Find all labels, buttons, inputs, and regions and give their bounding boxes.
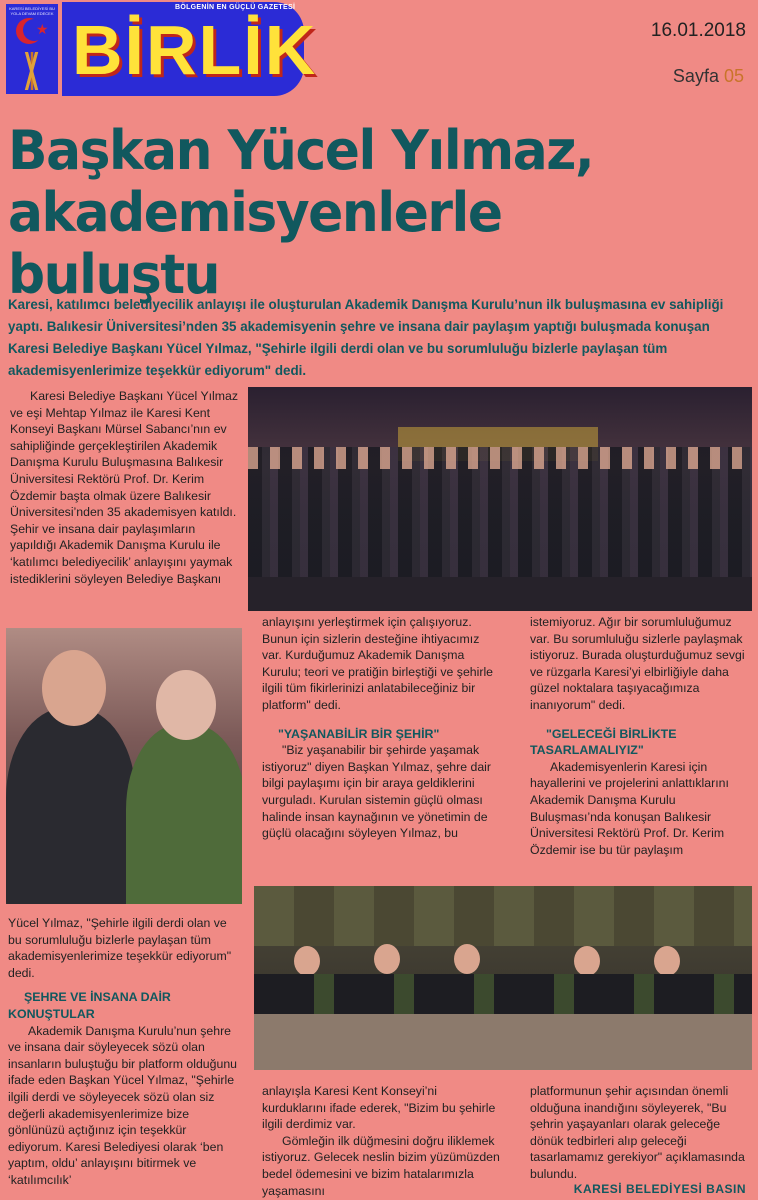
column-1-top [10,388,240,587]
paragraph: Akademisyenlerin Karesi için hayallerini ve projelerini anlattıklarını Akademik Danışma Kurulu Buluşması’nda konuşan Balıkesir Üniversitesi Rektörü Prof. Dr. Kerim Özdemir ise bu tür paylaşım [530,759,729,857]
paragraph: anlayışla Karesi Kent Konseyi’ni kurduklarını ifade ederek, "Bizim bu şehirle ilgili derdimiz var. [262,1084,496,1132]
faces-row [248,447,752,469]
person-left [6,708,136,904]
page-indicator [673,66,744,87]
newspaper-slogan: BÖLGENİN EN GÜÇLÜ GAZETESİ [175,4,296,11]
paragraph: Akademik Danışma Kurulu’nun şehre ve insana dair söyleyecek sözü olan insanların buluştuğu bir platform olduğunu ifade eden Başkan Yücel Yılmaz, "Şehirle ilgili derdi ve söyleyecek sözü olan siz değerli akademisyenlerimize bize gönlünüzü açtığınız için teşekkür ediyorum. Karesi Belediyesi olarak ‘ben yaptım, oldu’ anlayışını bitirmek ve ‘katılımcılık’ [8,1023,238,1187]
paragraph: Gömleğin ilk düğmesini doğru iliklemek istiyoruz. Gelecek neslin bizim yüzümüzden bedel ödemesini ve bizim hatalarımızla yaşamasını [262,1133,500,1198]
guest-head [454,944,480,974]
column-2-bottom [262,1083,502,1199]
guest-head [374,944,400,974]
column-3-top [530,614,752,858]
column-3-bottom [530,1083,752,1183]
headline-line-2: akademisyenlerle buluştu [8,181,502,306]
paragraph: "Biz yaşanabilir bir şehirde yaşamak istiyoruz" diyen Başkan Yılmaz, şehre dair bilgi paylaşımı için bir araya geldiklerini vurguladı. Kurulan sistemin güçlü olması halinde insan kaynağının ve yönetimin de güçlü olacağını söyleyen Yılmaz, bu [262,743,491,841]
guest-head [294,946,320,976]
paragraph: platformunun şehir açısından önemli olduğuna inandığını söyleyerek, "Bu şehrin yaşayanları olarak geleceğe dönük tedbirleri alıp geleceği tasarlamamız gerekiyor" açıklamasında bulundu. [530,1084,745,1181]
paragraph: Karesi Belediye Başkanı Yücel Yılmaz ve eşi Mehtap Yılmaz ile Karesi Kent Konseyi Başkanı Mürsel Sabancı’nın ev sahipliğinde gerçekleştirilen Akademik Danışma Kurulu Buluşmasına Balıkesir Üniversitesi Rektörü Prof. Dr. Kerim Özdemir başta olmak üzere Balıkesir Üniversitesi’nden 35 akademisyen katıldı. Şehir ve insana dair paylaşımların yapıldığı Akademik Danışma Kurulu ile ‘katılımcı belediyecilik’ anlayışını yaymak istediklerini söyleyen Belediye Başkanı [10,389,239,586]
headline-line-1: Başkan Yücel Yılmaz, [8,119,594,182]
issue-date: 16.01.2018 [650,20,746,41]
guests-row [254,974,752,1014]
group-photo [248,387,752,611]
paragraph: istemiyoruz. Ağır bir sorumluluğumuz var. Bu sorumluluğu sizlerle paylaşmak istiyoruz. Burada oluşturduğumuz sevgi ve rüzgarla Karesi’yi elbirliğiyle daha güzel noktalara taşıyacağımıza inanıyorum" dedi. [530,615,745,712]
emblem-logo [6,4,58,94]
handshake-photo [6,628,242,904]
paragraph: Yücel Yılmaz, "Şehirle ilgili derdi olan ve bu sorumluluğu bizlerle paylaşan tüm akademisyenlerimize teşekkür ediyorum" dedi. [8,916,232,980]
paragraph: anlayışını yerleştirmek için çalışıyoruz. Bunun için sizlerin desteğine ihtiyacımız var. Kurduğumuz Akademik Danışma Kurulu; teori ve pratiğin birleştiği ve şehirle ilgili tüm fikirlerinizi anlatabileceğiniz bir platform" dedi. [262,615,494,712]
subheading: "GELECEĞİ BİRLİKTE TASARLAMALIYIZ" [530,726,677,758]
column-2-top [262,614,502,842]
table-photo [254,886,752,1070]
page-label: Sayfa [672,66,719,86]
subheading: ŞEHRE VE İNSANA DAİR KONUŞTULAR [8,990,171,1021]
column-1-bottom [8,915,242,1189]
floor [248,577,752,611]
byline: KARESİ BELEDİYESİ BASIN [573,1182,746,1196]
guest-head [654,946,680,976]
headline [8,120,728,306]
lead-paragraph: Karesi, katılımcı belediyecilik anlayışı ile oluşturulan Akademik Danışma Kurulu’nun ilk buluşmasına ev sahipliği yaptı. Balıkesir Üniversitesi’nden 35 akademisyenin şehre ve insana dair paylaşım yaptığı buluşmada konuşan Karesi Belediye Başkanı Yücel Yılmaz, "Şehirle ilgili derdi olan ve bu sorumluluğu bizlerle paylaşan tüm akademisyenlerimize teşekkür ediyorum" dedi. [8,297,724,378]
table [254,1014,752,1070]
person-right-head [156,670,216,740]
newspaper-logo: BİRLİK [72,11,318,89]
emblem-caption: KARESİ BELEDİYESİ BU YOLA DEVAM EDECEK [9,6,55,16]
subheading: "YAŞANABİLİR BİR ŞEHİR" [278,726,440,741]
person-right [126,724,242,904]
star-icon: ★ [36,21,49,37]
backdrop [254,886,752,946]
person-left-head [42,650,106,726]
page-number: 05 [723,66,744,86]
plant-icon [14,52,50,90]
guest-head [574,946,600,976]
